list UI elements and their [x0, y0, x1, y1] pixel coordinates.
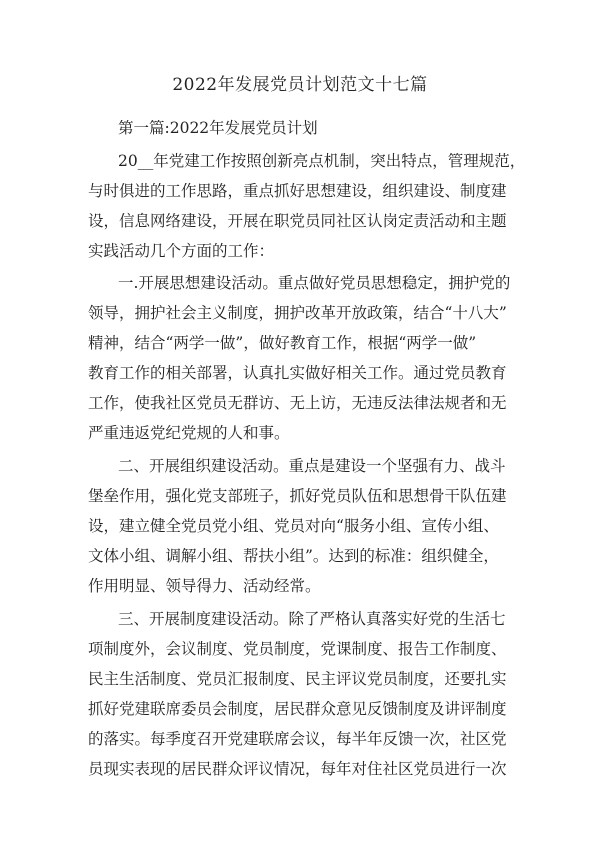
- paragraph-line: 工作，使我社区党员无群访、无上访，无违反法律法规者和无: [88, 394, 507, 412]
- paragraph-line: 领导，拥护社会主义制度，拥护改革开放政策，结合“十八大”: [88, 304, 507, 322]
- paragraph-line: 文体小组、调解小组、帮扶小组”。达到的标准：组织健全，: [88, 547, 499, 565]
- paragraph-line: 20__年党建工作按照创新亮点机制，突出特点，管理规范，: [118, 152, 526, 170]
- paragraph-line: 与时俱进的工作思路，重点抓好思想建设，组织建设、制度建: [88, 182, 507, 200]
- paragraph-line: 一.开展思想建设活动。重点做好党员思想稳定，拥护党的: [118, 274, 511, 292]
- paragraph-line: 堡垒作用，强化党支部班子，抓好党员队伍和思想骨干队伍建: [88, 487, 507, 505]
- paragraph-line: 设，信息网络建设，开展在职党员同社区认岗定责活动和主题: [88, 212, 507, 230]
- paragraph-line: 作用明显、领导得力、活动经常。: [88, 577, 321, 595]
- section-heading: 第一篇:2022年发展党员计划: [118, 119, 318, 137]
- paragraph-line: 民主生活制度、党员汇报制度、民主评议党员制度，还要扎实: [88, 670, 507, 688]
- paragraph-line: 抓好党建联席委员会制度，居民群众意见反馈制度及讲评制度: [88, 700, 507, 718]
- paragraph-line: 设，建立健全党员党小组、党员对向“服务小组、宣传小组、: [88, 517, 499, 535]
- paragraph-line: 员现实表现的居民群众评议情况，每年对住社区党员进行一次: [88, 760, 507, 778]
- paragraph-line: 二、开展组织建设活动。重点是建设一个坚强有力、战斗: [118, 457, 506, 475]
- paragraph-line: 严重违返党纪党规的人和事。: [88, 424, 290, 442]
- paragraph-line: 的落实。每季度召开党建联席会议，每半年反馈一次，社区党: [88, 730, 507, 748]
- document-title: 2022年发展党员计划范文十七篇: [172, 75, 428, 95]
- paragraph-line: 实践活动几个方面的工作：: [88, 242, 275, 260]
- paragraph-line: 三、开展制度建设活动。除了严格认真落实好党的生活七: [118, 610, 506, 628]
- paragraph-line: 精神，结合“两学一做”，做好教育工作，根据“两学一做”: [88, 334, 477, 352]
- paragraph-line: 教育工作的相关部署，认真扎实做好相关工作。通过党员教育: [88, 364, 507, 382]
- paragraph-line: 项制度外，会议制度、党员制度，党课制度、报告工作制度、: [88, 640, 507, 658]
